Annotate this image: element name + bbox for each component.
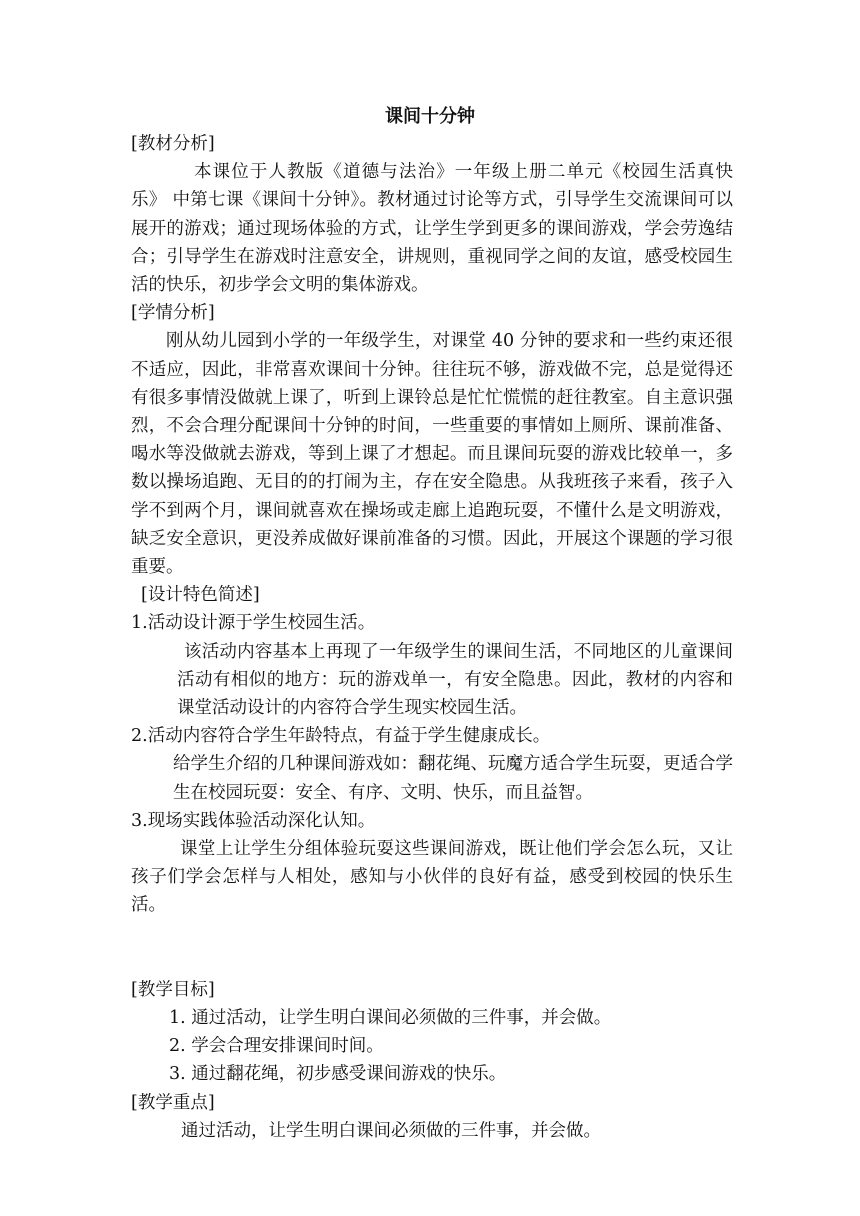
learner-analysis-paragraph: 刚从幼儿园到小学的一年级学生，对课堂 40 分钟的要求和一些约束还很不适应，因此，非常喜欢课间十分钟。往往玩不够，游戏做不完，总是觉得还有很多事情没做就上课了，听到上课铃总是忙忙慌慌的赶往教室。自主意识强烈，不会合理分配课间十分钟的时间，一些重要的事情如上厕所、课前准备、喝水等没做就去游戏，等到上课了才想起。而且课间玩耍的游戏比较单一，多数以操场追跑、无目的的打闹为主，存在安全隐患。从我班孩子来看，孩子入学不到两个月，课间就喜欢在操场或走廊上追跑玩耍，不懂什么是文明游戏，缺乏安全意识，更没养成做好课前准备的习惯。因此，开展这个课题的学习很重要。 [131,331,733,578]
teaching-goal-item: 3. 通过翻花绳，初步感受课间游戏的快乐。 [169,1064,507,1085]
design-feature-item-title: 3.现场实践体验活动深化认知。 [131,810,376,831]
section-heading-design-features: [设计特色简述] [141,585,260,606]
design-feature-item-title: 2.活动内容符合学生年龄特点，有益于学生健康成长。 [131,726,551,747]
section-heading-learner-analysis: [学情分析] [131,303,215,324]
blank-space [131,920,733,976]
document-body [131,130,733,1145]
section-heading-teaching-goals: [教学目标] [131,979,215,1000]
design-feature-item-text: 给学生介绍的几种课间游戏如：翻花绳、玩魔方适合学生玩耍，更适合学生在校园玩耍：安全、有序、文明、快乐，而且益智。 [173,754,733,803]
design-feature-item-text: 该活动内容基本上再现了一年级学生的课间生活，不同地区的儿童课间活动有相似的地方：玩的游戏单一，有安全隐患。因此，教材的内容和课堂活动设计的内容符合学生现实校园生活。 [177,641,733,719]
design-feature-item-text: 课堂上让学生分组体验玩耍这些课间游戏，既让他们学会怎么玩，又让孩子们学会怎样与人相处，感知与小伙伴的良好有益，感受到校园的快乐生活。 [131,839,733,916]
textbook-analysis-paragraph: 本课位于人教版《道德与法治》一年级上册二单元《校园生活真快乐》 中第七课《课间十分钟》。教材通过讨论等方式，引导学生交流课间可以展开的游戏；通过现场体验的方式，让学生学到更多的课间游戏，学会劳逸结合；引导学生在游戏时注意安全，讲规则，重视同学之间的友谊，感受校园生活的快乐，初步学会文明的集体游戏。 [131,162,733,296]
document-title: 课间十分钟 [385,106,475,127]
teaching-goal-item: 1. 通过活动，让学生明白课间必须做的三件事，并会做。 [169,1007,612,1028]
section-heading-textbook-analysis: [教材分析] [131,134,215,154]
teaching-focus-paragraph: 通过活动，让学生明白课间必须做的三件事，并会做。 [181,1120,601,1141]
section-heading-teaching-focus: [教学重点] [131,1092,215,1113]
teaching-goal-item: 2. 学会合理安排课间时间。 [169,1036,384,1057]
design-feature-item-title: 1.活动设计源于学生校园生活。 [131,613,376,634]
